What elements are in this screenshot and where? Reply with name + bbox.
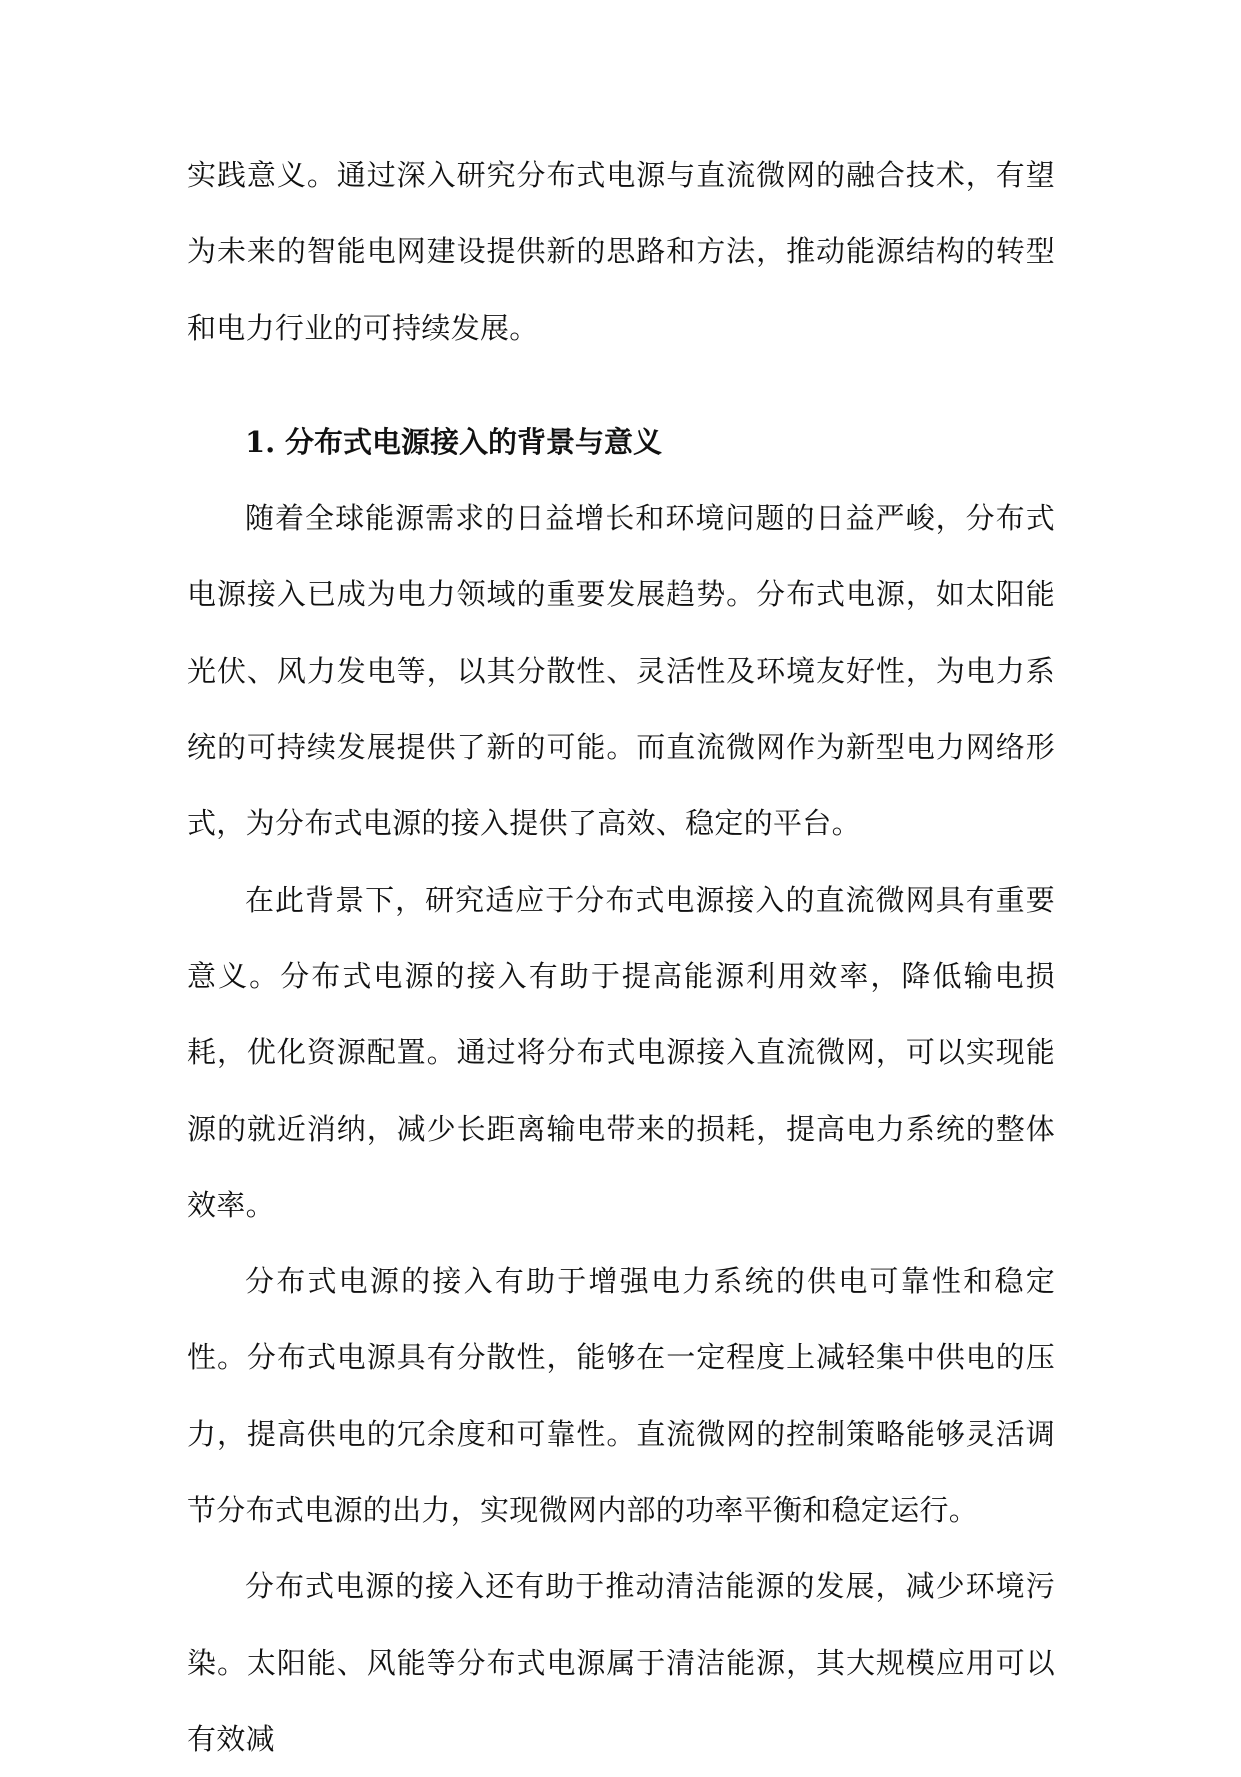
- paragraph-background: 随着全球能源需求的日益增长和环境问题的日益严峻，分布式电源接入已成为电力领域的重要发展趋势。分布式电源，如太阳能光伏、风力发电等，以其分散性、灵活性及环境友好性，为电力系统的可持续发展提供了新的可能。而直流微网作为新型电力网络形式，为分布式电源的接入提供了高效、稳定的平台。: [187, 501, 1055, 841]
- section-heading: [187, 404, 1055, 480]
- paragraph-significance: 在此背景下，研究适应于分布式电源接入的直流微网具有重要意义。分布式电源的接入有助于提高能源利用效率，降低输电损耗，优化资源配置。通过将分布式电源接入直流微网，可以实现能源的就近消纳，减少长距离输电带来的损耗，提高电力系统的整体效率。: [187, 882, 1055, 1222]
- document-body: [187, 137, 1055, 1777]
- section-title: 分布式电源接入的背景与意义: [285, 424, 663, 459]
- paragraph-continued: 实践意义。通过深入研究分布式电源与直流微网的融合技术，有望为未来的智能电网建设提供新的思路和方法，推动能源结构的转型和电力行业的可持续发展。: [187, 158, 1055, 345]
- paragraph-clean-energy: 分布式电源的接入还有助于推动清洁能源的发展，减少环境污染。太阳能、风能等分布式电源属于清洁能源，其大规模应用可以有效减: [187, 1569, 1055, 1756]
- section-number: 1.: [245, 424, 276, 459]
- paragraph-reliability: 分布式电源的接入有助于增强电力系统的供电可靠性和稳定性。分布式电源具有分散性，能够在一定程度上减轻集中供电的压力，提高供电的冗余度和可靠性。直流微网的控制策略能够灵活调节分布式电源的出力，实现微网内部的功率平衡和稳定运行。: [187, 1264, 1055, 1528]
